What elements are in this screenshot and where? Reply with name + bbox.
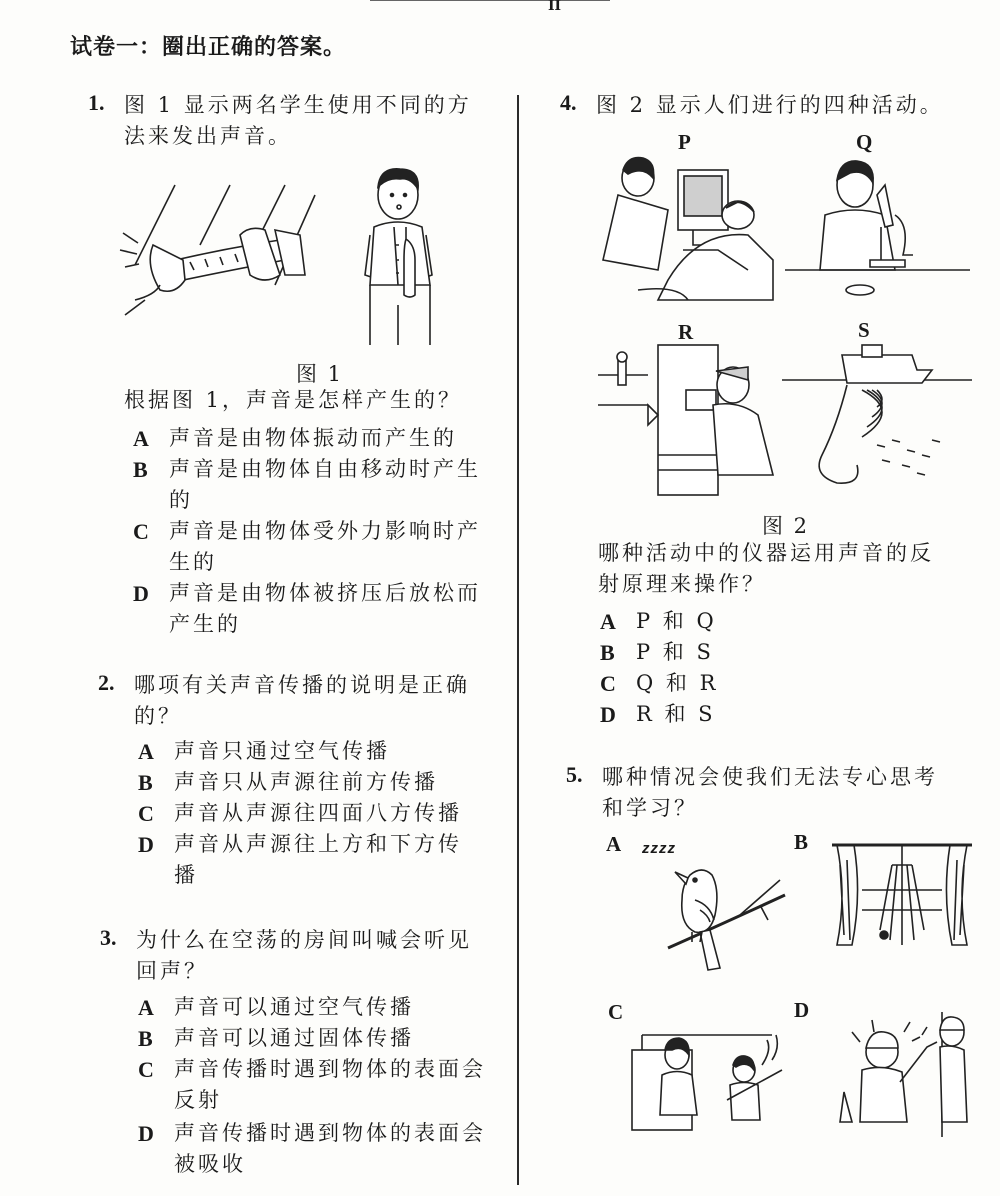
option-letter: C — [600, 671, 616, 696]
option-text: R 和 S — [636, 702, 716, 726]
picture-label-c[interactable]: C — [608, 1000, 624, 1024]
option-text: 声音从声源往四面八方传播 — [174, 801, 462, 825]
answer-option[interactable] — [138, 798, 462, 829]
option-text: 声音是由物体振动而产生的 — [169, 426, 457, 450]
option-text: 声音可以通过固体传播 — [174, 1026, 414, 1050]
answer-option[interactable] — [600, 606, 717, 637]
ruler-vibration-illustration — [115, 185, 315, 325]
picture-label-q: Q — [856, 130, 873, 154]
option-text: P 和 S — [636, 640, 714, 664]
question-prompt: 射原理来操作？ — [598, 572, 766, 596]
answer-option[interactable] — [133, 454, 481, 516]
picture-label-a[interactable]: A — [606, 832, 622, 856]
answer-option[interactable] — [600, 668, 718, 699]
question-text-line: 图 1 显示两名学生使用不同的方 — [124, 93, 472, 117]
option-letter: B — [138, 770, 153, 795]
question-prompt: 哪种活动中的仪器运用声音的反 — [598, 541, 934, 565]
figure-caption: 图 1 — [296, 362, 344, 386]
page-mark: II — [548, 0, 562, 14]
drilling-workers-illustration — [832, 1012, 972, 1137]
option-letter: D — [138, 1121, 154, 1146]
option-text: 被吸收 — [174, 1152, 246, 1176]
microscope-illustration — [785, 155, 970, 300]
periscope-illustration — [598, 345, 773, 495]
option-text: 声音传播时遇到物体的表面会 — [174, 1121, 486, 1145]
bottle-blowing-illustration — [360, 165, 440, 345]
picture-label-p: P — [678, 130, 691, 154]
question-number: 2. — [98, 670, 115, 695]
option-letter: C — [138, 1057, 154, 1082]
question-number: 1. — [88, 90, 105, 115]
option-text: 声音传播时遇到物体的表面会 — [174, 1057, 486, 1081]
option-text: 声音可以通过空气传播 — [174, 995, 414, 1019]
option-letter: A — [138, 995, 154, 1020]
figure-caption: 图 2 — [762, 514, 810, 538]
option-text: 声音是由物体自由移动时产生 — [169, 457, 481, 481]
option-letter: D — [138, 832, 154, 857]
answer-option[interactable] — [133, 423, 457, 454]
answer-option[interactable] — [138, 992, 414, 1023]
answer-option[interactable] — [600, 699, 716, 730]
option-text: 声音从声源往上方和下方传 — [174, 832, 462, 856]
answer-option[interactable] — [138, 1118, 486, 1180]
option-letter: C — [133, 519, 149, 544]
picture-label-s: S — [858, 318, 870, 342]
option-letter: C — [138, 801, 154, 826]
question-number: 4. — [560, 90, 577, 115]
option-text: 播 — [174, 863, 198, 887]
answer-option[interactable] — [133, 578, 481, 640]
option-letter: A — [133, 426, 149, 451]
question-number: 3. — [100, 925, 117, 950]
paper-instruction: 试卷一：圈出正确的答案。 — [70, 35, 347, 60]
top-rule — [370, 0, 610, 5]
column-divider — [517, 95, 519, 1185]
answer-option[interactable] — [138, 1054, 486, 1116]
girl-and-boy-playing-illustration — [632, 1020, 782, 1130]
option-text: P 和 Q — [636, 609, 717, 633]
option-text: 的 — [169, 488, 193, 512]
option-text: 反射 — [174, 1088, 222, 1112]
answer-option[interactable] — [600, 637, 714, 668]
option-text: 产生的 — [169, 612, 241, 636]
option-letter: B — [138, 1026, 153, 1051]
question-prompt: 根据图 1，声音是怎样产生的？ — [124, 388, 463, 412]
ultrasound-scan-illustration — [598, 150, 773, 310]
option-text: 声音是由物体被挤压后放松而 — [169, 581, 481, 605]
question-text-line: 为什么在空荡的房间叫喊会听见 — [136, 928, 472, 952]
answer-option[interactable] — [133, 516, 481, 578]
singing-bird-illustration — [640, 860, 785, 975]
option-letter: B — [600, 640, 615, 665]
sonar-boat-illustration — [782, 345, 972, 495]
option-letter: D — [133, 581, 149, 606]
option-text: 声音只从声源往前方传播 — [174, 770, 438, 794]
option-letter: A — [600, 609, 616, 634]
snore-text: zzzz — [642, 840, 676, 857]
picture-label-b[interactable]: B — [794, 830, 809, 854]
question-text-line: 哪种情况会使我们无法专心思考 — [602, 765, 938, 789]
question-text-line: 和学习？ — [602, 796, 698, 820]
wind-chime-illustration — [832, 835, 972, 955]
option-text: 声音只通过空气传播 — [174, 739, 390, 763]
option-letter: A — [138, 739, 154, 764]
option-letter: D — [600, 702, 616, 727]
question-number: 5. — [566, 762, 583, 787]
answer-option[interactable] — [138, 1023, 414, 1054]
picture-label-r: R — [678, 320, 694, 344]
question-text-line: 回声？ — [136, 959, 208, 983]
answer-option[interactable] — [138, 736, 390, 767]
question-text-line: 图 2 显示人们进行的四种活动。 — [596, 93, 944, 117]
answer-option[interactable] — [138, 829, 462, 891]
option-text: 生的 — [169, 550, 217, 574]
answer-option[interactable] — [138, 767, 438, 798]
question-text-line: 的？ — [134, 704, 182, 728]
option-letter: B — [133, 457, 148, 482]
question-text-line: 哪项有关声音传播的说明是正确 — [134, 673, 470, 697]
question-text-line: 法来发出声音。 — [124, 124, 292, 148]
picture-label-d[interactable]: D — [794, 998, 810, 1022]
option-text: 声音是由物体受外力影响时产 — [169, 519, 481, 543]
option-text: Q 和 R — [636, 671, 719, 695]
